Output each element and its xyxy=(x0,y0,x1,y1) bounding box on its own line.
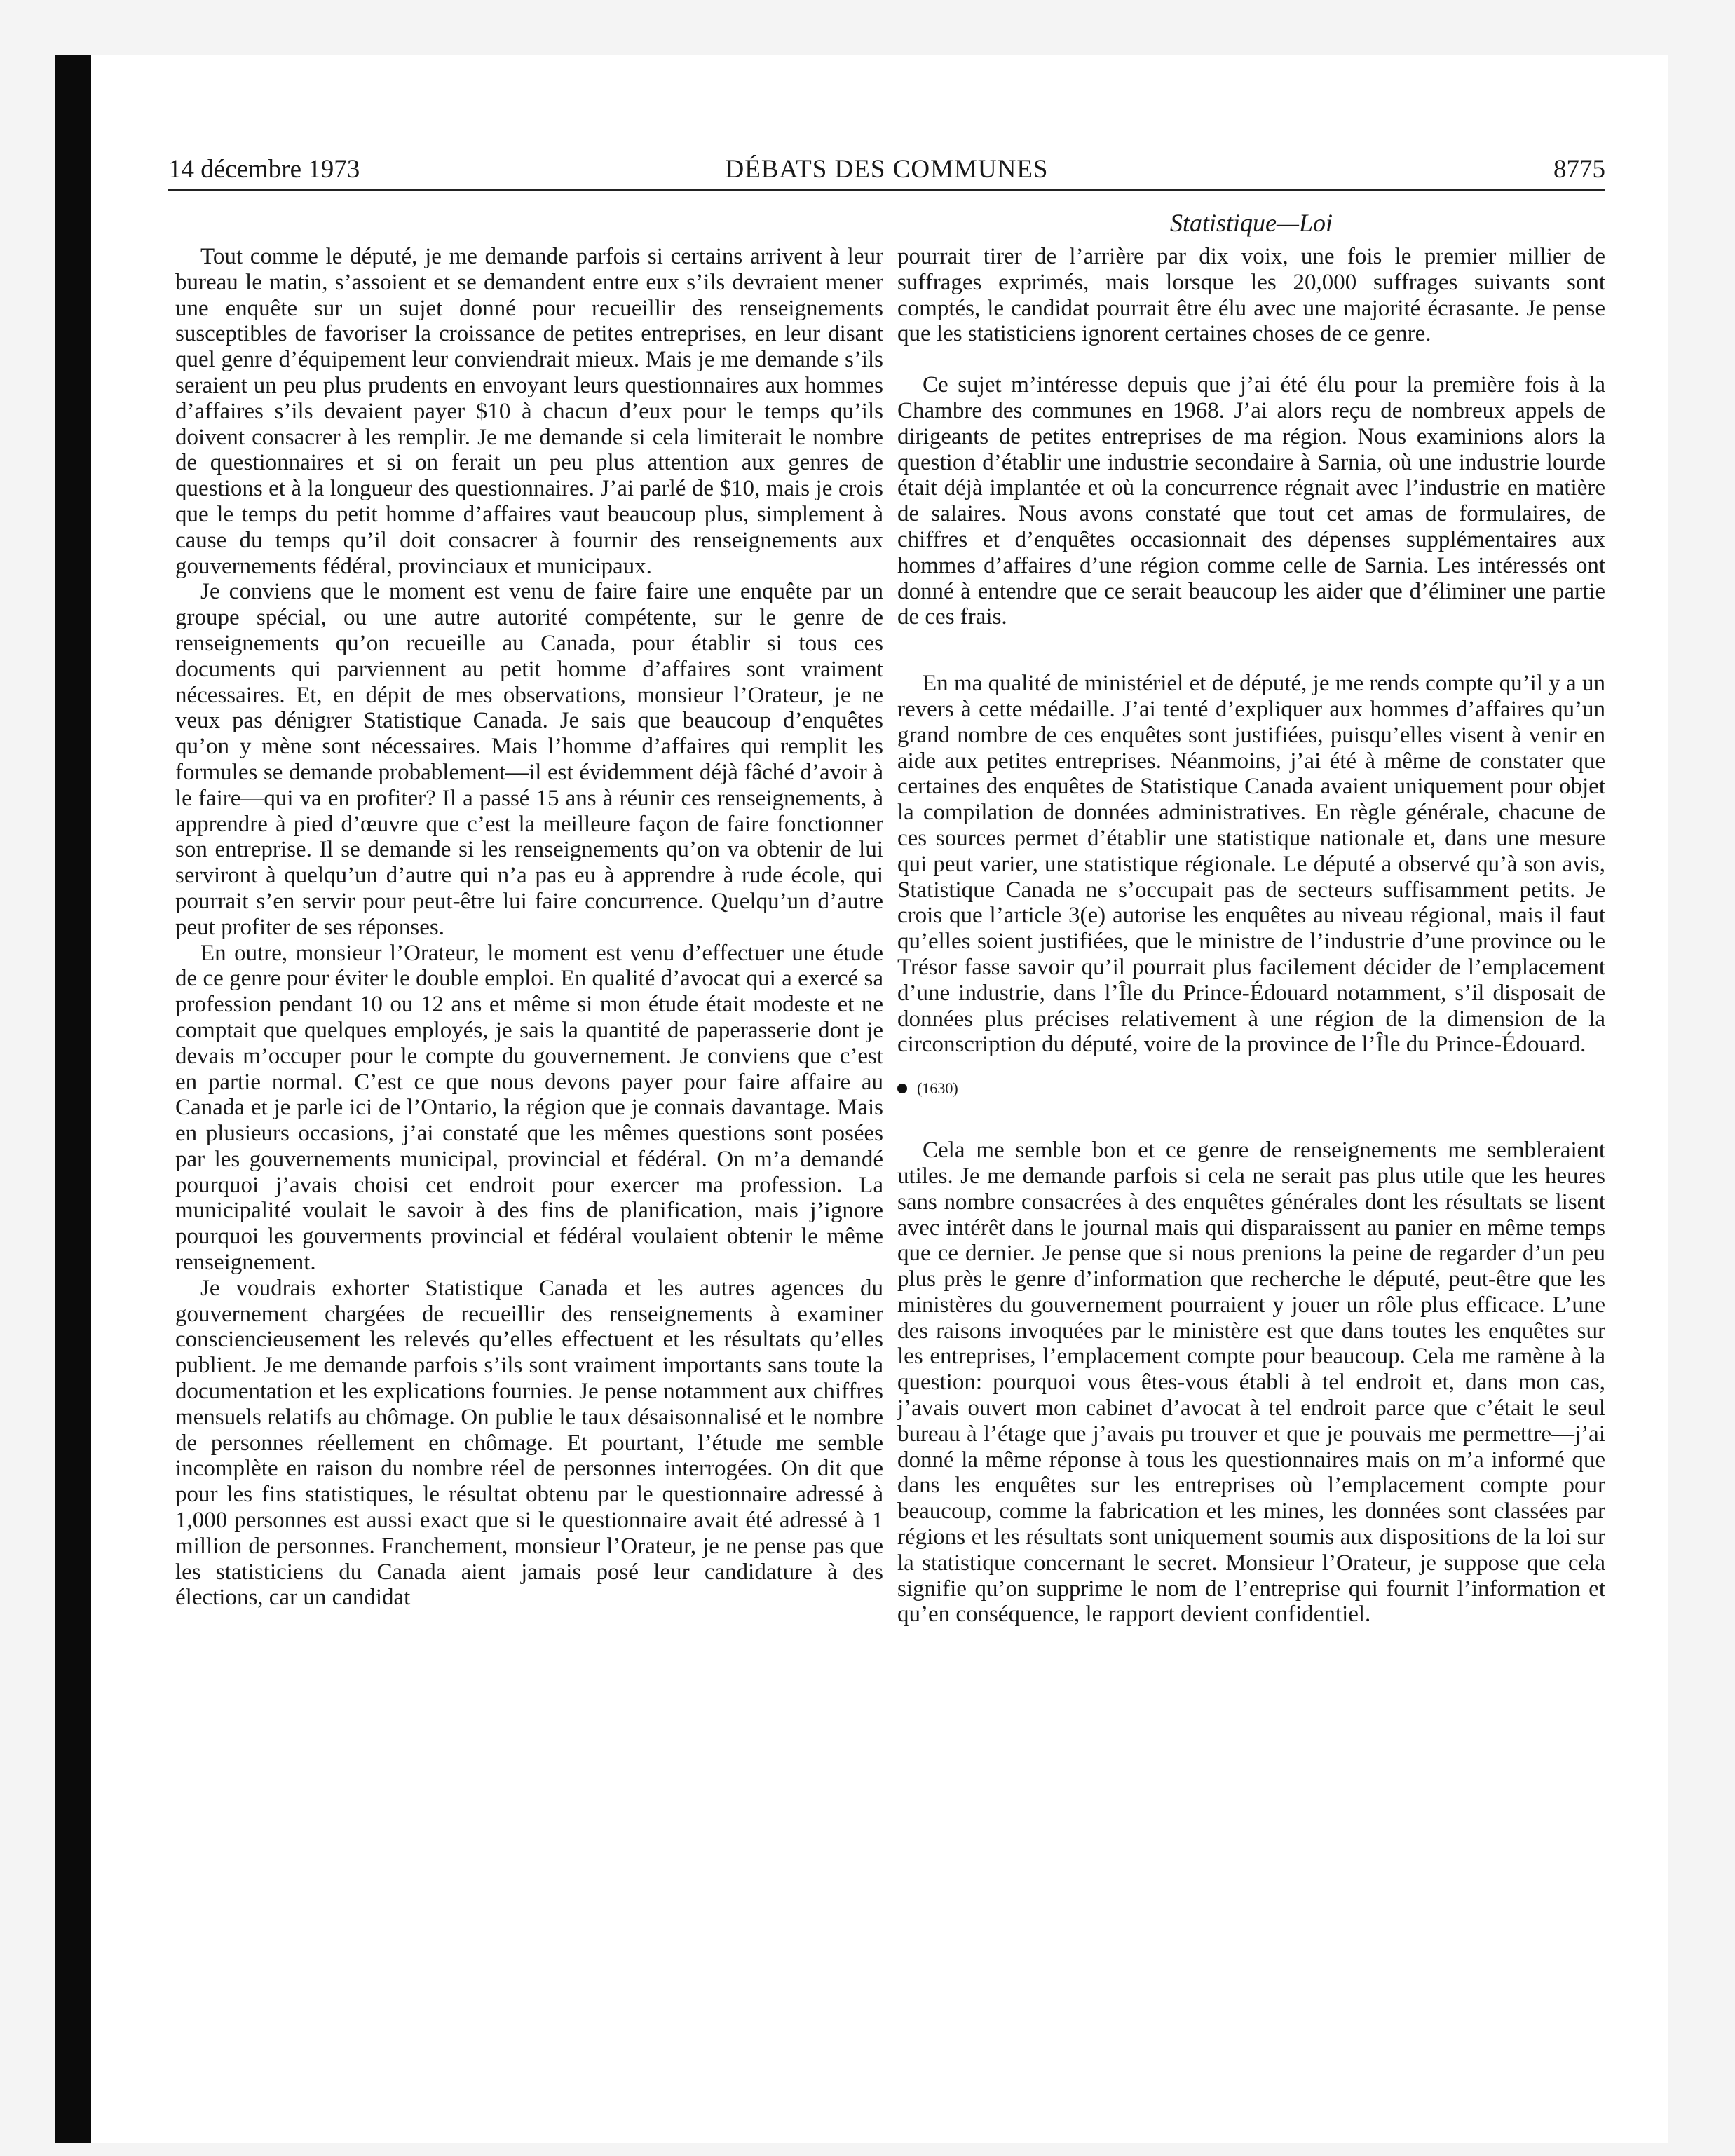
paragraph: Je voudrais exhorter Statistique Canada et les autres agences du gouvernement chargées de recueillir des renseignements à examiner consciencieusement les relevés qu’elles effectuent et les résultats qu’elles publient. Je me demande parfois s’ils sont vraiment importants sans toute la documentation et les explications fournies. Je pense notamment aux chiffres mensuels relatifs au chômage. On publie le taux désaisonnalisé et le nombre de personnes réellement en chômage. Et pourtant, l’étude me semble incomplète en raison du nombre réel de personnes interrogées. On dit que pour les fins statistiques, le résultat obtenu par le questionnaire adressé à 1,000 personnes est aussi exact que si le questionnaire avait été adressé à 1 million de personnes. Franchement, monsieur l’Orateur, je ne pense pas que les statisticiens du Canada aient jamais posé leur candidature à des élections, car un candidat xyxy=(175,1275,883,1611)
page-number: 8775 xyxy=(1553,155,1605,184)
left-column xyxy=(175,244,883,1611)
paragraph: Ce sujet m’intéresse depuis que j’ai été élu pour la première fois à la Chambre des communes en 1968. J’ai alors reçu de nombreux appels de dirigeants de petites entreprises de ma région. Nous examinions alors la question d’établir une industrie secondaire à Sarnia, où une industrie lourde était déjà implantée et où la concurrence régnait avec l’industrie en matière de salaires. Nous avons constaté que tout cet amas de formulaires, de chiffres et d’enquêtes occasionnait des dépenses supplémentaires aux hommes d’affaires d’une région comme celle de Sarnia. Les intéressés ont donné à entendre que ce serait beaucoup les aider que d’éliminer une partie de ces frais. xyxy=(897,372,1605,630)
paragraph-gap xyxy=(897,347,1605,372)
header-title: DÉBATS DES COMMUNES xyxy=(725,155,1049,184)
paragraph: Tout comme le député, je me demande parfois si certains arrivent à leur bureau le matin, s’assoient et se demandent entre eux s’ils devraient mener une enquête sur un sujet donné pour recueillir des renseignements susceptibles de favoriser la croissance de petites entreprises, en leur disant quel genre d’équipement leur conviendrait mieux. Mais je me demande s’ils seraient un peu plus prudents en envoyant leurs questionnaires aux hommes d’affaires s’ils devaient payer $10 à chacun d’eux pour le temps qu’ils doivent consacrer à les remplir. Je me demande si cela limiterait le nombre de questionnaires et si on ferait un peu plus attention aux genres de questions et à la longueur des questionnaires. J’ai parlé de $10, mais je crois que le temps du petit homme d’affaires vaut beaucoup plus, simplement à cause du temps qu’il doit consacrer à fournir des renseignements aux gouvernements fédéral, provinciaux et municipaux. xyxy=(175,244,883,579)
bullet-icon xyxy=(897,1084,907,1093)
paragraph: En ma qualité de ministériel et de député, je me rends compte qu’il y a un revers à cette médaille. J’ai tenté d’expliquer aux hommes d’affaires qu’un grand nombre de ces enquêtes sont justifiées, puisqu’elles visent à venir en aide aux petites entreprises. Néanmoins, j’ai été à même de constater que certaines des enquêtes de Statistique Canada avaient uniquement pour objet la compilation de données administratives. En règle générale, chacune de ces sources permet d’établir une statistique nationale et, dans une mesure qui peut varier, une statistique régionale. Le député a observé qu’à son avis, Statistique Canada ne s’occupait pas de secteurs suffisamment petits. Je crois que l’article 3(e) autorise les enquêtes au niveau régional, mais il faut qu’elles soient justifiées, que le ministre de l’industrie d’une province ou le Trésor fasse savoir qu’il pourrait plus facilement décider de l’emplacement d’une industrie, dans l’Île du Prince-Édouard notamment, s’il disposait de données plus précises relativement à une région de la dimension de la circonscription du député, voire de la province de l’Île du Prince-Édouard. xyxy=(897,671,1605,1058)
time-marker-label: (1630) xyxy=(917,1079,958,1098)
paragraph-continued: pourrait tirer de l’arrière par dix voix, une fois le premier millier de suffrages exprimés, mais lorsque les 20,000 suffrages suivants sont comptés, le candidat pourrait être élu avec une majorité écrasante. Je pense que les statisticiens ignorent certaines choses de ce genre. xyxy=(897,244,1605,347)
header-date: 14 décembre 1973 xyxy=(168,155,360,184)
scan-edge xyxy=(55,55,91,2143)
right-column xyxy=(897,244,1605,1628)
paragraph: Cela me semble bon et ce genre de renseignements me sembleraient utiles. Je me demande parfois si cela ne serait pas plus utile que les heures sans nombre consacrées à des enquêtes générales dont les résultats se lisent avec intérêt dans le journal mais qui disparaissent au panier en même temps que ce dernier. Je pense que si nous prenions la peine de regarder d’un peu plus près le genre d’information que recherche le député, peut-être que les ministères du gouvernement pourraient y jouer un rôle plus efficace. L’une des raisons invoquées par le ministère est que dans toutes les enquêtes sur les entreprises, l’emplacement compte pour beaucoup. Cela me ramène à la question: pourquoi vous êtes-vous établi à tel endroit et, dans mon cas, j’avais ouvert mon cabinet d’avocat à tel endroit parce que c’était le seul bureau à l’étage que j’avais pu trouver et que je pouvais me permettre—j’ai donné la même réponse à tous les questionnaires mais on m’a informé que dans les enquêtes sur les entreprises où l’emplacement compte pour beaucoup, comme la fabrication et les mines, les données sont classées par régions et les résultats sont uniquement soumis aux dispositions de la loi sur la statistique concernant le secret. Monsieur l’Orateur, je suppose que cela signifie qu’on supprime le nom de l’entreprise qui fournit l’information et qu’en conséquence, le rapport devient confidentiel. xyxy=(897,1138,1605,1628)
paragraph: En outre, monsieur l’Orateur, le moment est venu d’effectuer une étude de ce genre pour éviter le double emploi. En qualité d’avocat qui a exercé sa profession pendant 10 ou 12 ans et même si mon étude était modeste et ne comptait que quelques employés, je sais la quantité de paperasserie dont je devais m’occuper pour le compte du gouvernement. Je conviens que c’est en partie normal. C’est ce que nous devons payer pour faire affaire au Canada et je parle ici de l’Ontario, la région que je connais davantage. Mais en plusieurs occasions, j’ai constaté que les mêmes questions sont posées par les gouvernements municipal, provincial et fédéral. On m’a demandé pourquoi j’avais choisi cet endroit pour exercer ma profession. La municipalité voulait le savoir à des fins de planification, mais j’ignore pourquoi les gouverments provincial et fédéral voulaient obtenir le même renseignement. xyxy=(175,940,883,1276)
subject-heading: Statistique—Loi xyxy=(1169,209,1333,237)
time-marker xyxy=(897,1076,1605,1101)
paragraph-gap xyxy=(897,630,1605,671)
paragraph: Je conviens que le moment est venu de faire faire une enquête par un groupe spécial, ou une autre autorité compétente, sur le genre de renseignements qu’on recueille au Canada, pour établir si tous ces documents qui parviennent au petit homme d’affaires sont vraiment nécessaires. Et, en dépit de mes observations, monsieur l’Orateur, je ne veux pas dénigrer Statistique Canada. Je sais que beaucoup d’enquêtes qu’on y mène sont nécessaires. Mais l’homme d’affaires qui remplit les formules se demande probablement—il est évidemment déjà fâché d’avoir à le faire—qui va en profiter? Il a passé 15 ans à réunir ces renseignements, à apprendre à pied d’œuvre que c’est la meilleure façon de faire fonctionner son entreprise. Il se demande si les renseignements qu’on va obtenir de lui serviront à quelqu’un d’autre qui n’a pas eu à apprendre à rude école, qui pourrait s’en servir pour peut-être lui faire concurrence. Quelqu’un d’autre peut profiter de ses réponses. xyxy=(175,579,883,940)
page-header xyxy=(168,154,1605,191)
